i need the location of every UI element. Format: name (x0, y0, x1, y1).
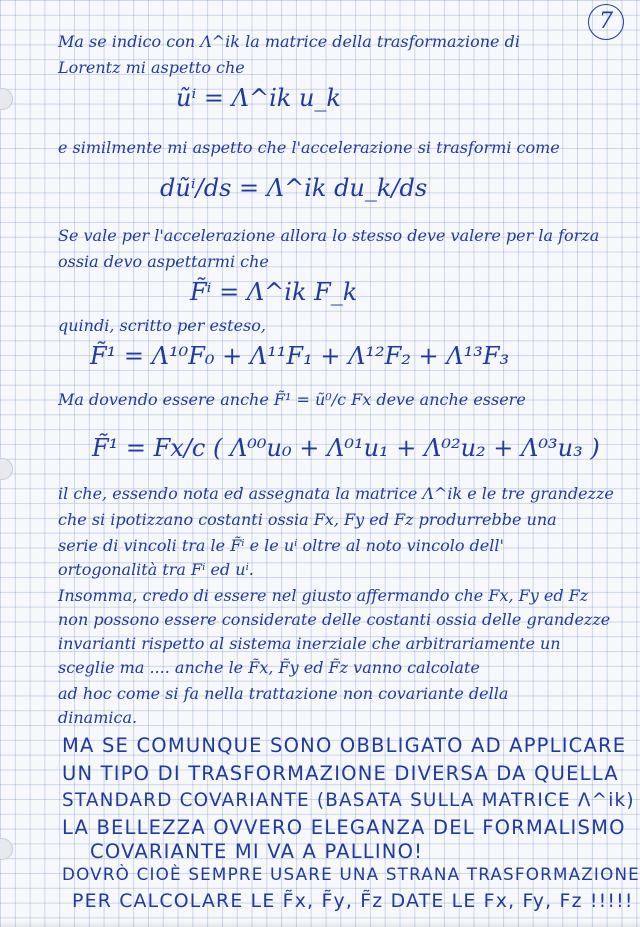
prose-line: Se vale per l'accelerazione allora lo stesso deve valere per la forza (58, 226, 600, 245)
caps-line: DOVRÒ CIOÈ SEMPRE USARE UNA STRANA TRASFORMAZIONE (62, 864, 640, 884)
caps-line: MA SE COMUNQUE SONO OBBLIGATO AD APPLICARE (62, 734, 627, 757)
prose-line: invarianti rispetto al sistema inerziale che arbitrariamente un (58, 634, 561, 653)
caps-line: STANDARD COVARIANTE (BASATA SULLA MATRICE Λ^ik) (62, 790, 635, 811)
prose-line: Ma dovendo essere anche F̃¹ = ũ⁰/c Fx deve anche essere (58, 390, 526, 409)
prose-line: sceglie ma .... anche le F̃x, F̃y ed F̃z vanno calcolate (58, 658, 480, 677)
prose-line: quindi, scritto per esteso, (58, 316, 266, 335)
caps-line: UN TIPO DI TRASFORMAZIONE DIVERSA DA QUELLA (62, 762, 619, 785)
prose-line: il che, essendo nota ed assegnata la matrice Λ^ik e le tre grandezze (58, 484, 614, 503)
equation: dũⁱ/ds = Λ^ik du_k/ds (160, 174, 428, 202)
binder-hole-bottom (0, 838, 13, 860)
prose-line: Insomma, credo di essere nel giusto affermando che Fx, Fy ed Fz (58, 586, 589, 605)
page-bottom-shadow (0, 921, 640, 927)
prose-line: serie di vincoli tra le F̃ⁱ e le uⁱ oltre al noto vincolo dell' (58, 536, 504, 555)
page-number: 7 (588, 4, 624, 40)
binder-hole-middle (0, 458, 13, 480)
equation: F̃¹ = Fx/c ( Λ⁰⁰u₀ + Λ⁰¹u₁ + Λ⁰²u₂ + Λ⁰³u₃ ) (92, 434, 600, 462)
caps-line: PER CALCOLARE LE F̃x, F̃y, F̃z DATE LE Fx, Fy, Fz !!!!! (72, 890, 634, 912)
prose-line: Lorentz mi aspetto che (58, 58, 245, 77)
prose-line: e similmente mi aspetto che l'accelerazione si trasformi come (58, 138, 560, 157)
caps-line: COVARIANTE MI VA A PALLINO! (90, 840, 424, 863)
caps-line: LA BELLEZZA OVVERO ELEGANZA DEL FORMALISMO (62, 816, 626, 839)
prose-line: ortogonalità tra Fⁱ ed uⁱ. (58, 560, 254, 579)
prose-line: ad hoc come si fa nella trattazione non covariante della (58, 684, 509, 703)
equation: F̃ⁱ = Λ^ik F_k (190, 278, 358, 306)
equation: F̃¹ = Λ¹⁰F₀ + Λ¹¹F₁ + Λ¹²F₂ + Λ¹³F₃ (90, 342, 510, 370)
binder-hole-top (0, 88, 13, 110)
prose-line: Ma se indico con Λ^ik la matrice della trasformazione di (58, 32, 520, 51)
prose-line: ossia devo aspettarmi che (58, 252, 269, 271)
prose-line: che si ipotizzano costanti ossia Fx, Fy ed Fz produrrebbe una (58, 510, 557, 529)
prose-line: dinamica. (58, 708, 138, 727)
prose-line: non possono essere considerate delle costanti ossia delle grandezze (58, 610, 611, 629)
equation: ũⁱ = Λ^ik u_k (176, 84, 341, 112)
